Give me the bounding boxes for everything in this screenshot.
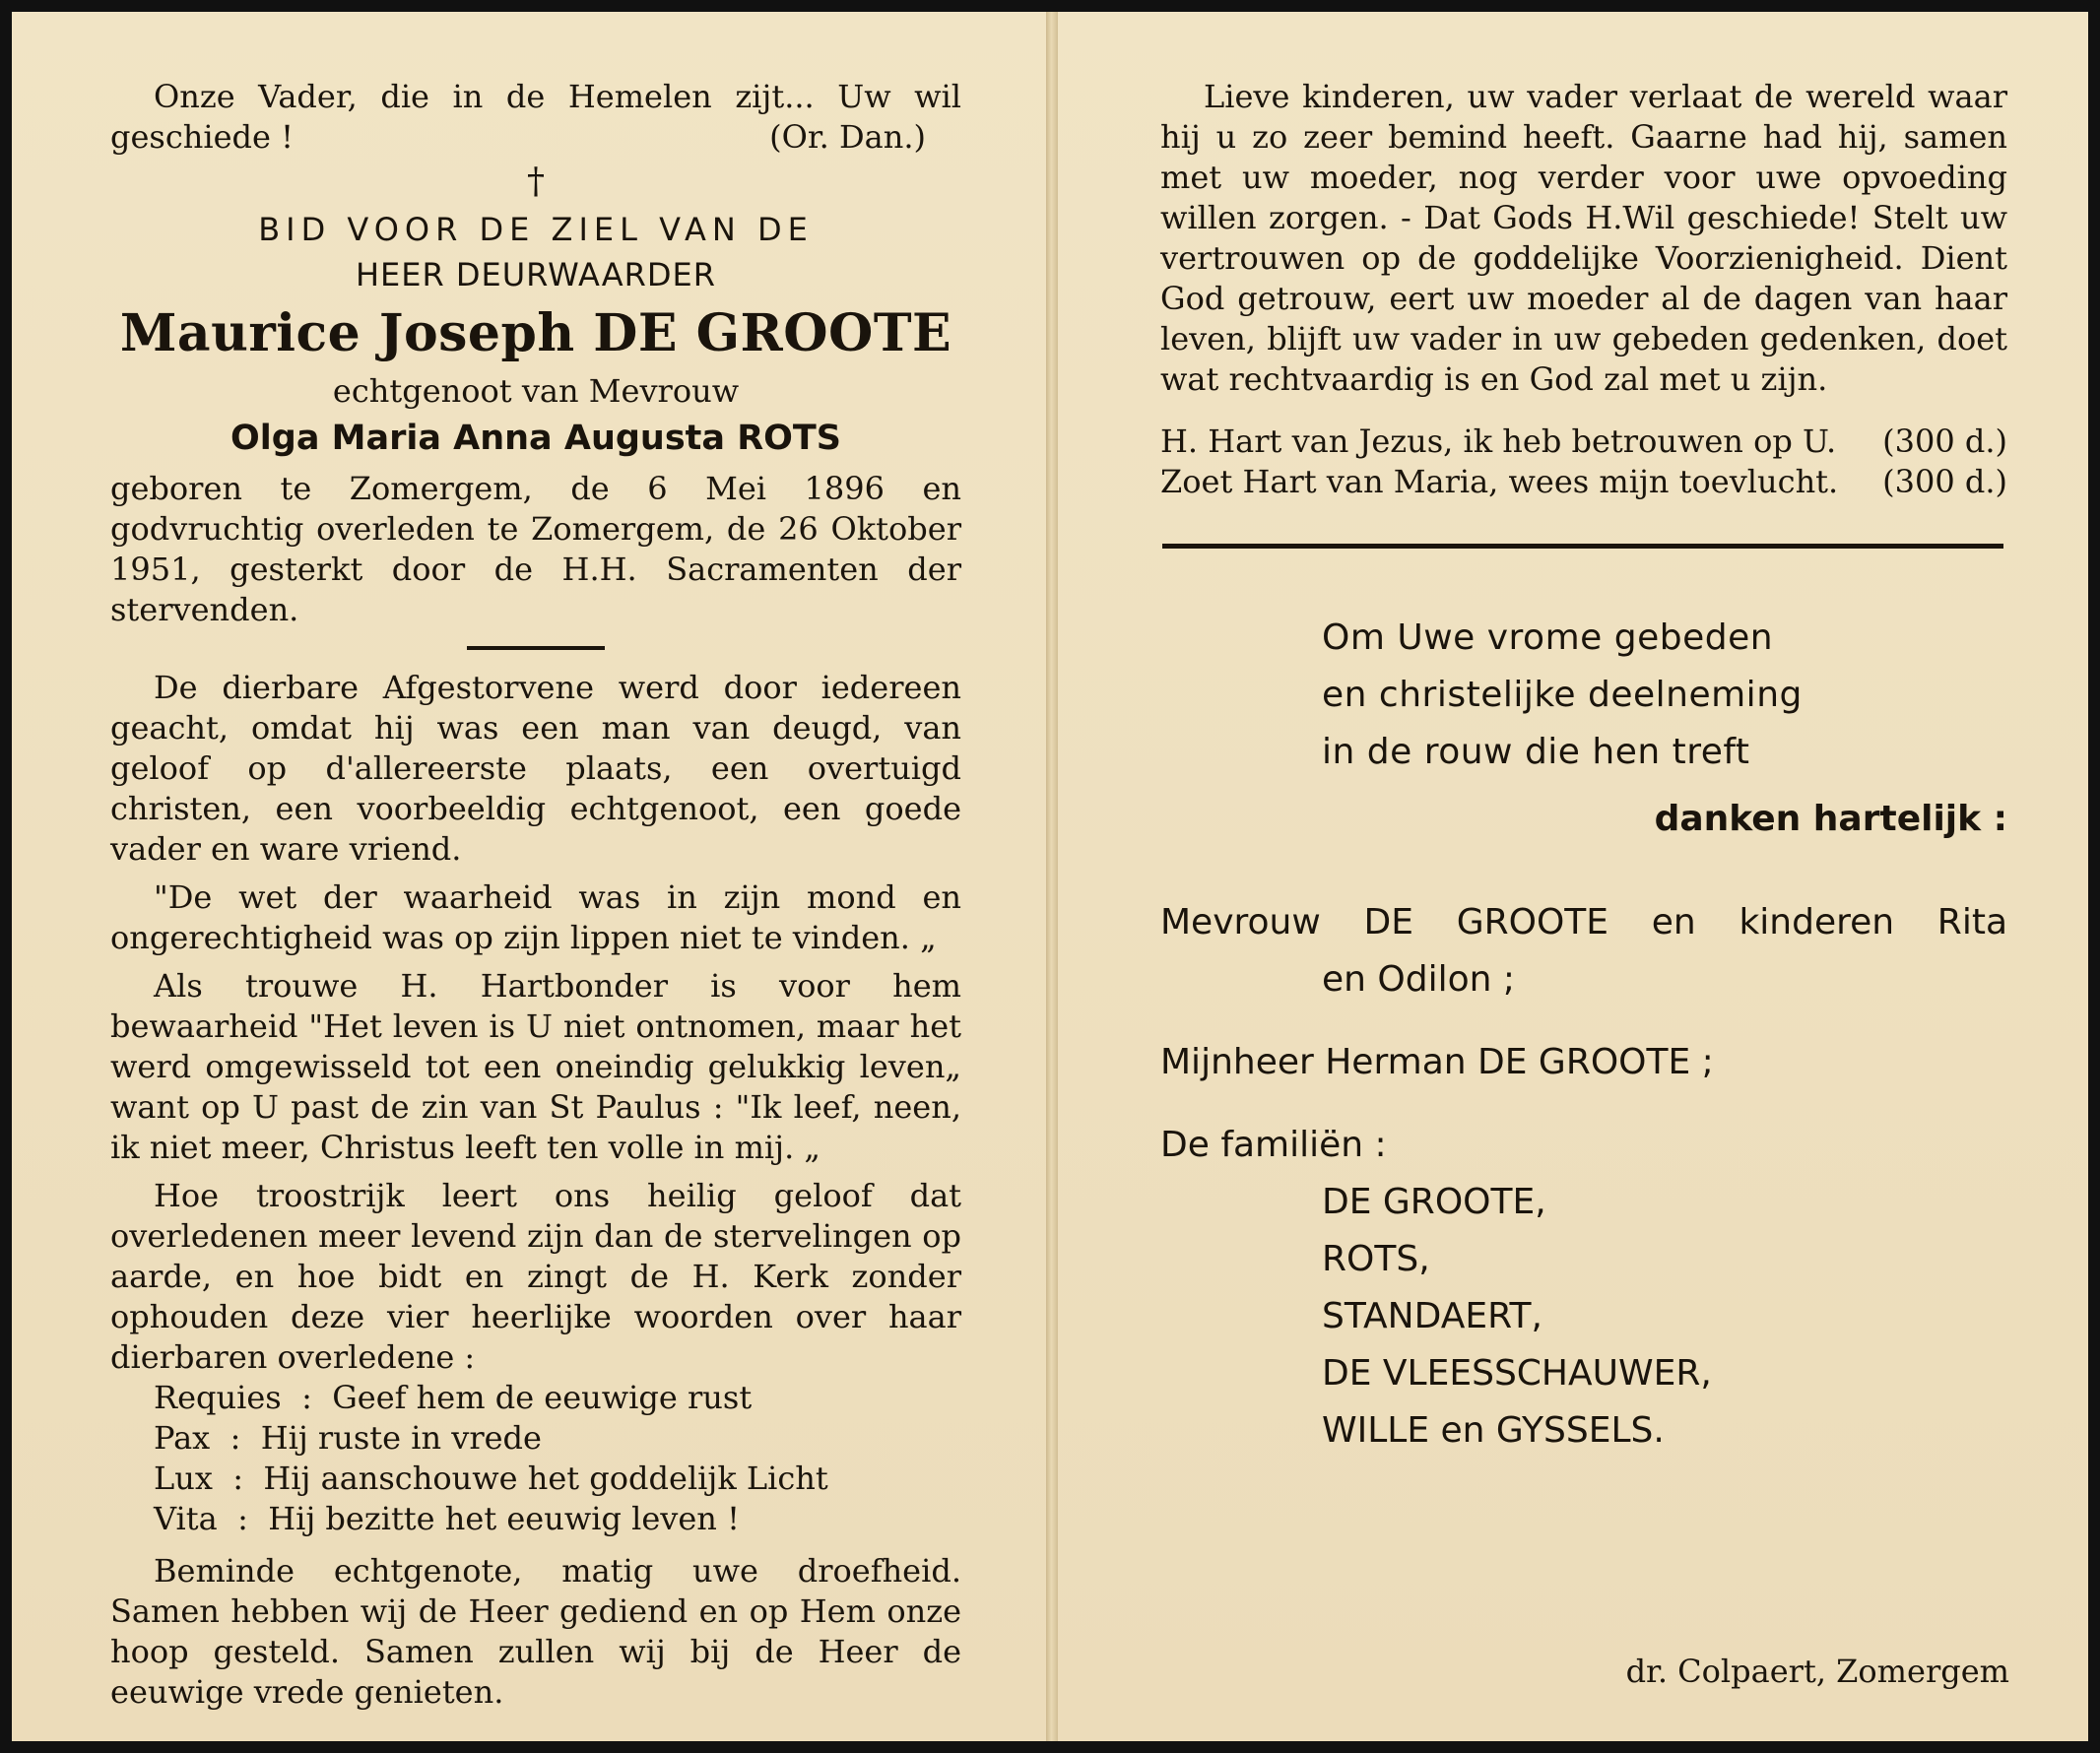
prayer-source: (Or. Dan.) bbox=[769, 118, 926, 156]
indulgence-1 bbox=[1160, 422, 2007, 462]
divider-short bbox=[467, 646, 605, 650]
prayer-line-2 bbox=[110, 117, 961, 158]
thanks-line: Om Uwe vrome gebeden bbox=[1322, 617, 1774, 658]
paragraph-3: Als trouwe H. Hartbonder is voor hem bewaarheid "Het leven is U niet ontnomen, maar het werd omgewisseld tot een oneindig gelukkig leven„ want op U past de zin van St Paulus : "Ik leef, neen, ik niet meer, Christus leeft ten volle in mij. „ bbox=[110, 967, 961, 1166]
spouse-name: Olga Maria Anna Augusta ROTS bbox=[230, 419, 841, 458]
litany-text: Hij aanschouwe het goddelijk Licht bbox=[263, 1460, 828, 1497]
families-names bbox=[1160, 1174, 2007, 1460]
birth-death-text: geboren te Zomergem, de 6 Mei 1896 en godvruchtig overleden te Zomergem, de 26 Oktober 1951, gesterkt door de H.H. Sacramenten der stervenden. bbox=[110, 470, 961, 628]
thanks-closing: danken hartelijk : bbox=[1654, 799, 2007, 839]
litany-term: Requies bbox=[154, 1379, 282, 1416]
family-line: en Odilon ; bbox=[1322, 959, 1516, 1000]
thanks-line: in de rouw die hen treft bbox=[1322, 732, 1750, 772]
prayer-line-1: Onze Vader, die in de Hemelen zijt... Uw wil bbox=[154, 78, 961, 115]
family-name: DE GROOTE, bbox=[1322, 1182, 1546, 1222]
litany-term: Pax bbox=[154, 1419, 211, 1457]
litany-line: Lux : Hij aanschouwe het goddelijk Licht bbox=[154, 1460, 828, 1497]
indulgence-2 bbox=[1160, 462, 2007, 502]
paragraph-5: Beminde echtgenote, matig uwe droefheid. Samen hebben wij de Heer gediend en op Hem onze hoop gesteld. Samen zullen wij bij de Heer de eeuwige vrede genieten. bbox=[110, 1552, 961, 1711]
children-paragraph: Lieve kinderen, uw vader verlaat de wereld waar hij u zo zeer bemind heeft. Gaarne had hij, samen met uw moeder, nog verder voor uwe opvoeding willen zorgen. - Dat Gods H.Wil geschiede! Stelt uw vertrouwen op de goddelijke Voorzienigheid. Dient God getrouw, eert uw moeder al de dagen van haar leven, blijft uw vader in uw gebeden gedenken, doet wat rechtvaardig is en God zal met u zijn. bbox=[1160, 78, 2007, 398]
indulgence-text: H. Hart van Jezus, ik heb betrouwen op U. bbox=[1160, 422, 1837, 460]
family-name: STANDAERT, bbox=[1322, 1296, 1542, 1336]
family-name: WILLE en GYSSELS. bbox=[1322, 1410, 1665, 1451]
thanks-line: en christelijke deelneming bbox=[1322, 675, 1803, 715]
bid-heading: BID VOOR DE ZIEL VAN DE bbox=[258, 211, 814, 248]
litany-text: Geef hem de eeuwige rust bbox=[332, 1379, 753, 1416]
cross-icon: † bbox=[527, 162, 545, 202]
family-name: DE VLEESSCHAUWER, bbox=[1322, 1353, 1712, 1394]
right-column bbox=[1160, 77, 2007, 1460]
paragraph-4: Hoe troostrijk leert ons heilig geloof dat overledenen meer levend zijn dan de stervelingen op aarde, en hoe bidt en zingt de H. Kerk zonder ophouden deze vier heerlijke woorden over haar dierbaren overledene : bbox=[110, 1177, 961, 1376]
paragraph-2: "De wet der waarheid was in zijn mond en ongerechtigheid was op zijn lippen niet te vinden. „ bbox=[110, 878, 961, 956]
family-line: Mevrouw DE GROOTE en kinderen Rita bbox=[1160, 902, 2007, 942]
litany-term: Vita bbox=[154, 1500, 218, 1537]
deceased-title: HEER DEURWAARDER bbox=[355, 256, 716, 293]
indulgence-days: (300 d.) bbox=[1882, 463, 2007, 500]
spouse-intro: echtgenoot van Mevrouw bbox=[332, 372, 740, 410]
thanks-text bbox=[1322, 610, 2007, 781]
litany-text: Hij bezitte het eeuwig leven ! bbox=[268, 1500, 740, 1537]
litany-line: Requies : Geef hem de eeuwige rust bbox=[154, 1379, 753, 1416]
prayer-ending: geschiede ! bbox=[110, 118, 294, 156]
litany-line: Pax : Hij ruste in vrede bbox=[154, 1419, 542, 1457]
litany bbox=[110, 1378, 961, 1539]
litany-text: Hij ruste in vrede bbox=[260, 1419, 542, 1457]
left-page bbox=[12, 12, 1046, 1741]
divider-long bbox=[1162, 544, 2003, 549]
right-page bbox=[1058, 12, 2088, 1741]
families-label: De familiën : bbox=[1160, 1125, 1387, 1165]
family-list bbox=[1160, 894, 2007, 1460]
deceased-name: Maurice Joseph DE GROOTE bbox=[119, 303, 952, 363]
litany-line: Vita : Hij bezitte het eeuwig leven ! bbox=[154, 1500, 740, 1537]
card-fold bbox=[1046, 12, 1058, 1741]
memorial-card bbox=[12, 12, 2088, 1741]
litany-term: Lux bbox=[154, 1460, 213, 1497]
left-column bbox=[110, 77, 961, 1713]
indulgence-text: Zoet Hart van Maria, wees mijn toevlucht. bbox=[1160, 463, 1839, 500]
indulgence-days: (300 d.) bbox=[1882, 422, 2007, 460]
paragraph-1: De dierbare Afgestorvene werd door iedereen geacht, omdat hij was een man van deugd, van geloof op d'allereerste plaats, een overtuigd christen, een voorbeeldig echtgenoot, een goede vader en ware vriend. bbox=[110, 669, 961, 868]
family-name: ROTS, bbox=[1322, 1239, 1430, 1279]
family-line: Mijnheer Herman DE GROOTE ; bbox=[1160, 1042, 1714, 1082]
printer-credit: dr. Colpaert, Zomergem bbox=[1625, 1653, 2009, 1690]
